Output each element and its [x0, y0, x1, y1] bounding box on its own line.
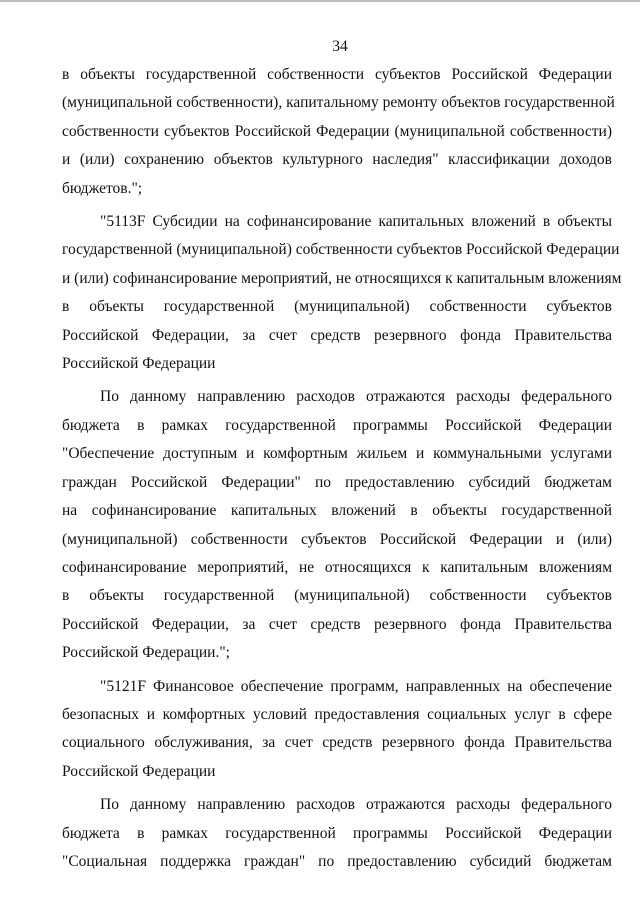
paragraph-2: [62, 208, 622, 378]
text-line: "5121F Финансовое обеспечение программ, направленных на обеспечение: [100, 677, 612, 695]
text-line: Российской Федерации, за счет средств резервного фонда Правительства: [62, 326, 612, 344]
text-line: государственной (муниципальной) собственности субъектов Российской Федерации: [62, 241, 620, 259]
document-body: [62, 61, 622, 876]
text-line: Российской Федерации.";: [62, 644, 230, 662]
text-line: "Обеспечение доступным и комфортным жильем и коммунальными услугами: [62, 445, 612, 463]
text-line: бюджетов.";: [62, 179, 143, 197]
text-line: По данному направлению расходов отражаются расходы федерального: [100, 388, 612, 406]
text-line: софинансирование мероприятий, не относящихся к капитальным вложениям: [62, 558, 612, 576]
text-line: и (или) софинансирование мероприятий, не относящихся к капитальным вложениям: [62, 269, 622, 287]
paragraph-1: [62, 61, 615, 203]
paragraph-5: [62, 791, 612, 876]
paragraph-4: [62, 673, 612, 787]
text-line: и (или) сохранению объектов культурного наследия" классификации доходов: [62, 151, 612, 169]
text-line: (муниципальной собственности), капитальному ремонту объектов государственной: [62, 94, 615, 112]
text-line: По данному направлению расходов отражаются расходы федерального: [100, 796, 612, 814]
text-line: социального обслуживания, за счет средств резервного фонда Правительства: [62, 734, 612, 752]
text-line: в объекты государственной (муниципальной) собственности субъектов: [62, 587, 612, 605]
text-line: Российской Федерации: [62, 762, 216, 780]
text-line: безопасных и комфортных условий предоставления социальных услуг в сфере: [62, 705, 612, 723]
text-line: "5113F Субсидии на софинансирование капитальных вложений в объекты: [100, 213, 612, 231]
text-line: бюджета в рамках государственной программы Российской Федерации: [62, 824, 612, 842]
text-line: в объекты государственной собственности субъектов Российской Федерации: [62, 66, 612, 83]
text-line: бюджета в рамках государственной программы Российской Федерации: [62, 416, 612, 434]
text-line: "Социальная поддержка граждан" по предоставлению субсидий бюджетам: [62, 852, 612, 870]
text-line: собственности субъектов Российской Федерации (муниципальной собственности): [62, 122, 612, 140]
text-line: Российской Федерации, за счет средств резервного фонда Правительства: [62, 615, 612, 633]
text-line: граждан Российской Федерации" по предоставлению субсидий бюджетам: [62, 473, 612, 491]
paragraph-3: [62, 383, 612, 667]
text-line: на софинансирование капитальных вложений в объекты государственной: [62, 502, 612, 520]
page-number: 34: [332, 38, 348, 55]
text-line: (муниципальной) собственности субъектов Российской Федерации и (или): [62, 530, 612, 548]
scan-top-edge: [0, 0, 640, 2]
text-line: в объекты государственной (муниципальной) собственности субъектов: [62, 298, 612, 316]
text-line: Российской Федерации: [62, 355, 216, 373]
